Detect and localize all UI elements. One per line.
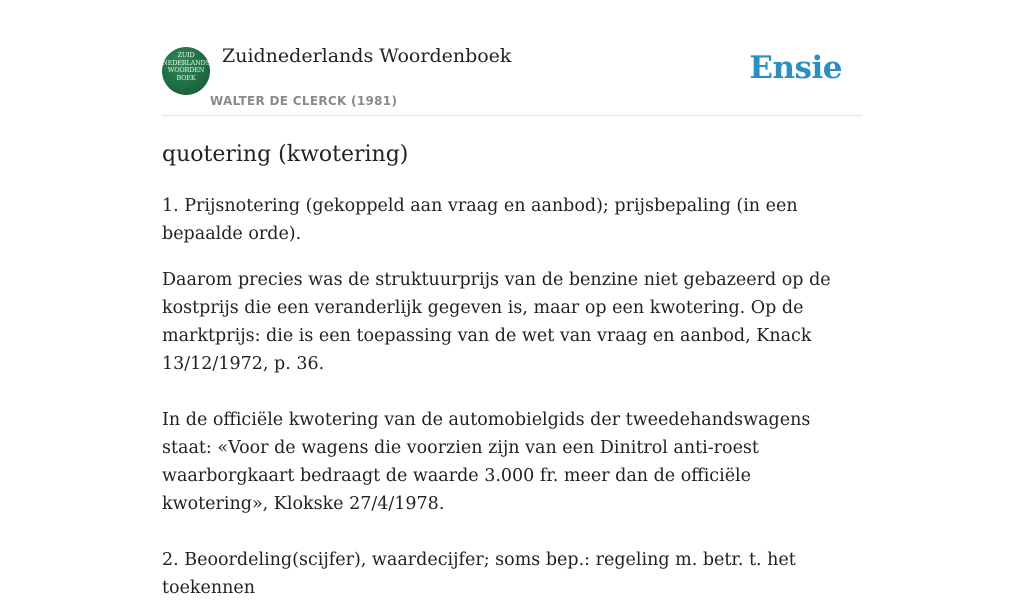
ensie-brand-link[interactable]: Ensie <box>749 50 842 86</box>
example-paragraph: In de officiële kwotering van de automobielgids der tweedehandswagens staat: «Voor de wagens die voorzien zijn van een Dinitrol anti-roest waarborgkaart bedraagt de waarde 3.000 fr. meer dan de officiële kwotering», Klokske 27/4/1978. <box>162 410 811 514</box>
dictionary-logo[interactable] <box>162 47 210 95</box>
logo-text <box>162 52 210 82</box>
dictionary-title-link[interactable]: Zuidnederlands Woordenboek <box>222 45 512 67</box>
logo-line: ZUID <box>177 51 195 59</box>
dictionary-header <box>162 0 862 116</box>
example-paragraph: Daarom precies was de struktuurprijs van de benzine niet gebazeerd op de kostprijs die een veranderlijk gegeven is, maar op een kwotering. Op de marktprijs: die is een toepassing van de wet van vraag en aanbod, Knack 13/12/1972, p. 36. <box>162 270 831 374</box>
logo-line: WOORDEN <box>167 66 205 74</box>
definition-paragraph: 1. Prijsnotering (gekoppeld aan vraag en aanbod); prijsbepaling (in een bepaalde orde). <box>162 196 798 244</box>
logo-line: NEDERLANDS <box>162 58 210 67</box>
logo-line: BOEK <box>176 73 196 82</box>
page-container <box>162 0 862 598</box>
definition-paragraph: 2. Beoordeling(scijfer), waardecijfer; soms bep.: regeling m. betr. t. het toekennen <box>162 550 796 598</box>
entry-title: quotering (kwotering) <box>162 142 409 167</box>
dictionary-author: WALTER DE CLERCK (1981) <box>210 94 398 108</box>
